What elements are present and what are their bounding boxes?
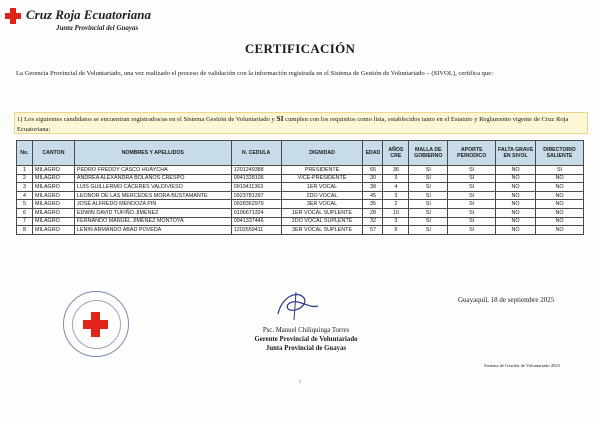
table-cell: MILAGRO bbox=[32, 166, 74, 175]
table-cell: 2DO VOCAL SUPLENTE bbox=[281, 217, 363, 226]
table-cell: 28 bbox=[363, 208, 383, 217]
table-cell: 36 bbox=[383, 166, 409, 175]
table-cell: NO bbox=[536, 183, 584, 192]
table-cell: SI bbox=[448, 200, 496, 209]
table-cell: 35 bbox=[363, 200, 383, 209]
table-cell: MILAGRO bbox=[32, 183, 74, 192]
table-cell: SI bbox=[448, 226, 496, 235]
table-header-cell: DIGNIDAD bbox=[281, 141, 363, 166]
table-cell: 0941337446 bbox=[231, 217, 281, 226]
date-place: Guayaquil, 18 de septiembre 2025 bbox=[458, 296, 555, 304]
table-row bbox=[17, 208, 584, 217]
table-cell: LUIS GUILLERMO CÁCERES VALDIVIESO bbox=[74, 183, 231, 192]
table-cell: 45 bbox=[363, 191, 383, 200]
table-cell: NO bbox=[496, 174, 536, 183]
table-cell: SI bbox=[409, 191, 448, 200]
table-cell: EDWIN DAVID TUFIÑO JIMÉNEZ bbox=[74, 208, 231, 217]
table-cell: SI bbox=[448, 174, 496, 183]
table-cell: 3 bbox=[17, 183, 33, 192]
condition-text-before: 1) Los siguientes candidatos se encuentran registrados/as en el Sistema Gestión de Voluntariado y bbox=[17, 116, 277, 123]
table-cell: LENIN ARMANDO ABAD POVEDA bbox=[74, 226, 231, 235]
table-cell: 38 bbox=[363, 183, 383, 192]
candidates-table bbox=[16, 140, 584, 235]
table-cell: NO bbox=[536, 217, 584, 226]
table-cell: 9 bbox=[383, 226, 409, 235]
table-cell: LEONOR DE LAS MERCEDES MORA BUSTAMANTE bbox=[74, 191, 231, 200]
table-cell: MILAGRO bbox=[32, 217, 74, 226]
table-cell: 5 bbox=[17, 200, 33, 209]
table-cell: 65 bbox=[363, 166, 383, 175]
table-cell: SI bbox=[448, 208, 496, 217]
table-header-row bbox=[17, 141, 584, 166]
table-cell: 3 bbox=[383, 217, 409, 226]
table-cell: NO bbox=[536, 174, 584, 183]
table-cell: NO bbox=[496, 208, 536, 217]
table-cell: PRESIDENTE bbox=[281, 166, 363, 175]
table-cell: 6 bbox=[17, 208, 33, 217]
table-cell: 1ER VOCAL bbox=[281, 183, 363, 192]
org-subtitle: Junta Provincial del Guayas bbox=[56, 24, 139, 32]
condition-paragraph bbox=[14, 112, 588, 134]
table-cell: 10 bbox=[383, 208, 409, 217]
table-cell: SI bbox=[409, 208, 448, 217]
table-cell: ANDREA ALEXANDRA BOLAÑOS CRESPO bbox=[74, 174, 231, 183]
table-cell: NO bbox=[496, 166, 536, 175]
table-cell: 0106671324 bbox=[231, 208, 281, 217]
table-cell: 0923781397 bbox=[231, 191, 281, 200]
table-cell: 1201249388 bbox=[231, 166, 281, 175]
table-header-cell: No. bbox=[17, 141, 33, 166]
table-cell: 57 bbox=[363, 226, 383, 235]
table-row bbox=[17, 217, 584, 226]
intro-paragraph: La Gerencia Provincial de Voluntariado, una vez realizado el proceso de validación con la información registrada en el Sistema de Gestión de Voluntariado – (SIVOL), certifica que: bbox=[16, 70, 494, 77]
table-cell: NO bbox=[496, 191, 536, 200]
signer-name: Psc. Manuel Chiliquinga Torres bbox=[262, 327, 350, 334]
table-cell: 2 bbox=[383, 200, 409, 209]
table-cell: 4 bbox=[17, 191, 33, 200]
table-cell: FERNANDO MANUEL JIMÉNEZ MONTOYA bbox=[74, 217, 231, 226]
table-row bbox=[17, 174, 584, 183]
table-cell: JOSÉ ALFREDO MENDOZA PIN bbox=[74, 200, 231, 209]
table-cell: MILAGRO bbox=[32, 191, 74, 200]
table-header-cell: CANTON bbox=[32, 141, 74, 166]
table-cell: MILAGRO bbox=[32, 226, 74, 235]
table-cell: NO bbox=[496, 226, 536, 235]
table-cell: 3ER VOCAL SUPLENTE bbox=[281, 226, 363, 235]
table-cell: NO bbox=[496, 200, 536, 209]
table-cell: 3 bbox=[383, 174, 409, 183]
table-row bbox=[17, 166, 584, 175]
signature-icon bbox=[268, 286, 328, 324]
table-cell: 0919411363 bbox=[231, 183, 281, 192]
table-cell: SI bbox=[409, 174, 448, 183]
table-header-cell: AÑOS CRE bbox=[383, 141, 409, 166]
table-cell: 1 bbox=[17, 166, 33, 175]
table-cell: 30 bbox=[363, 174, 383, 183]
signer-block bbox=[0, 326, 600, 353]
table-header-cell: DIRECTORIO SALIENTE bbox=[536, 141, 584, 166]
document-title: CERTIFICACIÓN bbox=[244, 41, 356, 56]
table-cell: 8 bbox=[17, 226, 33, 235]
table-header-cell: EDAD bbox=[363, 141, 383, 166]
table-cell: SI bbox=[448, 183, 496, 192]
table-cell: SI bbox=[448, 217, 496, 226]
table-cell: NO bbox=[536, 226, 584, 235]
table-cell: 32 bbox=[363, 217, 383, 226]
table-cell: MILAGRO bbox=[32, 208, 74, 217]
condition-text-after: cumplen con los requisitos como lista, establecidos tanto en el Estatuto y Reglamento vigente de Cruz Roja Ecuatoriana: bbox=[17, 116, 569, 133]
table-cell: NO bbox=[536, 200, 584, 209]
signer-title: Gerente Provincial de Voluntariado bbox=[254, 336, 358, 343]
table-cell: 4 bbox=[383, 183, 409, 192]
table-header-cell: NOMBRES Y APELLIDOS bbox=[74, 141, 231, 166]
table-header-cell: N. CEDULA bbox=[231, 141, 281, 166]
page-number: 1 bbox=[298, 380, 302, 385]
table-cell: 3 bbox=[383, 191, 409, 200]
table-cell: SI bbox=[536, 166, 584, 175]
table-row bbox=[17, 183, 584, 192]
table-cell: PEDRO FREDDY CASCO HUAYCHA bbox=[74, 166, 231, 175]
table-cell: NO bbox=[536, 191, 584, 200]
table-header-cell: MALLA DE GOBIERNO bbox=[409, 141, 448, 166]
org-name: Cruz Roja Ecuatoriana bbox=[26, 7, 151, 22]
table-cell: NO bbox=[496, 183, 536, 192]
table-header-cell: APORTE PERIODICO bbox=[448, 141, 496, 166]
table-cell: SI bbox=[409, 217, 448, 226]
red-cross-logo-icon bbox=[5, 8, 21, 24]
table-cell: MILAGRO bbox=[32, 174, 74, 183]
table-cell: SI bbox=[448, 166, 496, 175]
table-cell: NO bbox=[496, 217, 536, 226]
table-cell: SI bbox=[448, 191, 496, 200]
table-row bbox=[17, 200, 584, 209]
table-cell: 1ER VOCAL SUPLENTE bbox=[281, 208, 363, 217]
condition-emphasis: SI bbox=[276, 114, 284, 123]
table-row bbox=[17, 191, 584, 200]
table-cell: 2DO VOCAL bbox=[281, 191, 363, 200]
table-body bbox=[17, 166, 584, 235]
table-cell: SI bbox=[409, 200, 448, 209]
table-row bbox=[17, 226, 584, 235]
table-cell: SI bbox=[409, 226, 448, 235]
table-header-cell: FALTA GRAVE EN SIVOL bbox=[496, 141, 536, 166]
table-cell: VICE-PRESIDENTE bbox=[281, 174, 363, 183]
table-cell: 0928362979 bbox=[231, 200, 281, 209]
table-cell: MILAGRO bbox=[32, 200, 74, 209]
table-cell: 3ER VOCAL bbox=[281, 200, 363, 209]
table-cell: 0941328106 bbox=[231, 174, 281, 183]
table-cell: 1202659411 bbox=[231, 226, 281, 235]
table-cell: 2 bbox=[17, 174, 33, 183]
table-cell: SI bbox=[409, 166, 448, 175]
signer-organization: Junta Provincial de Guayas bbox=[265, 345, 347, 352]
table-cell: 7 bbox=[17, 217, 33, 226]
table-cell: SI bbox=[409, 183, 448, 192]
system-note: Sistema de Gestión de Voluntariado 2025 bbox=[484, 363, 561, 368]
table-cell: NO bbox=[536, 208, 584, 217]
